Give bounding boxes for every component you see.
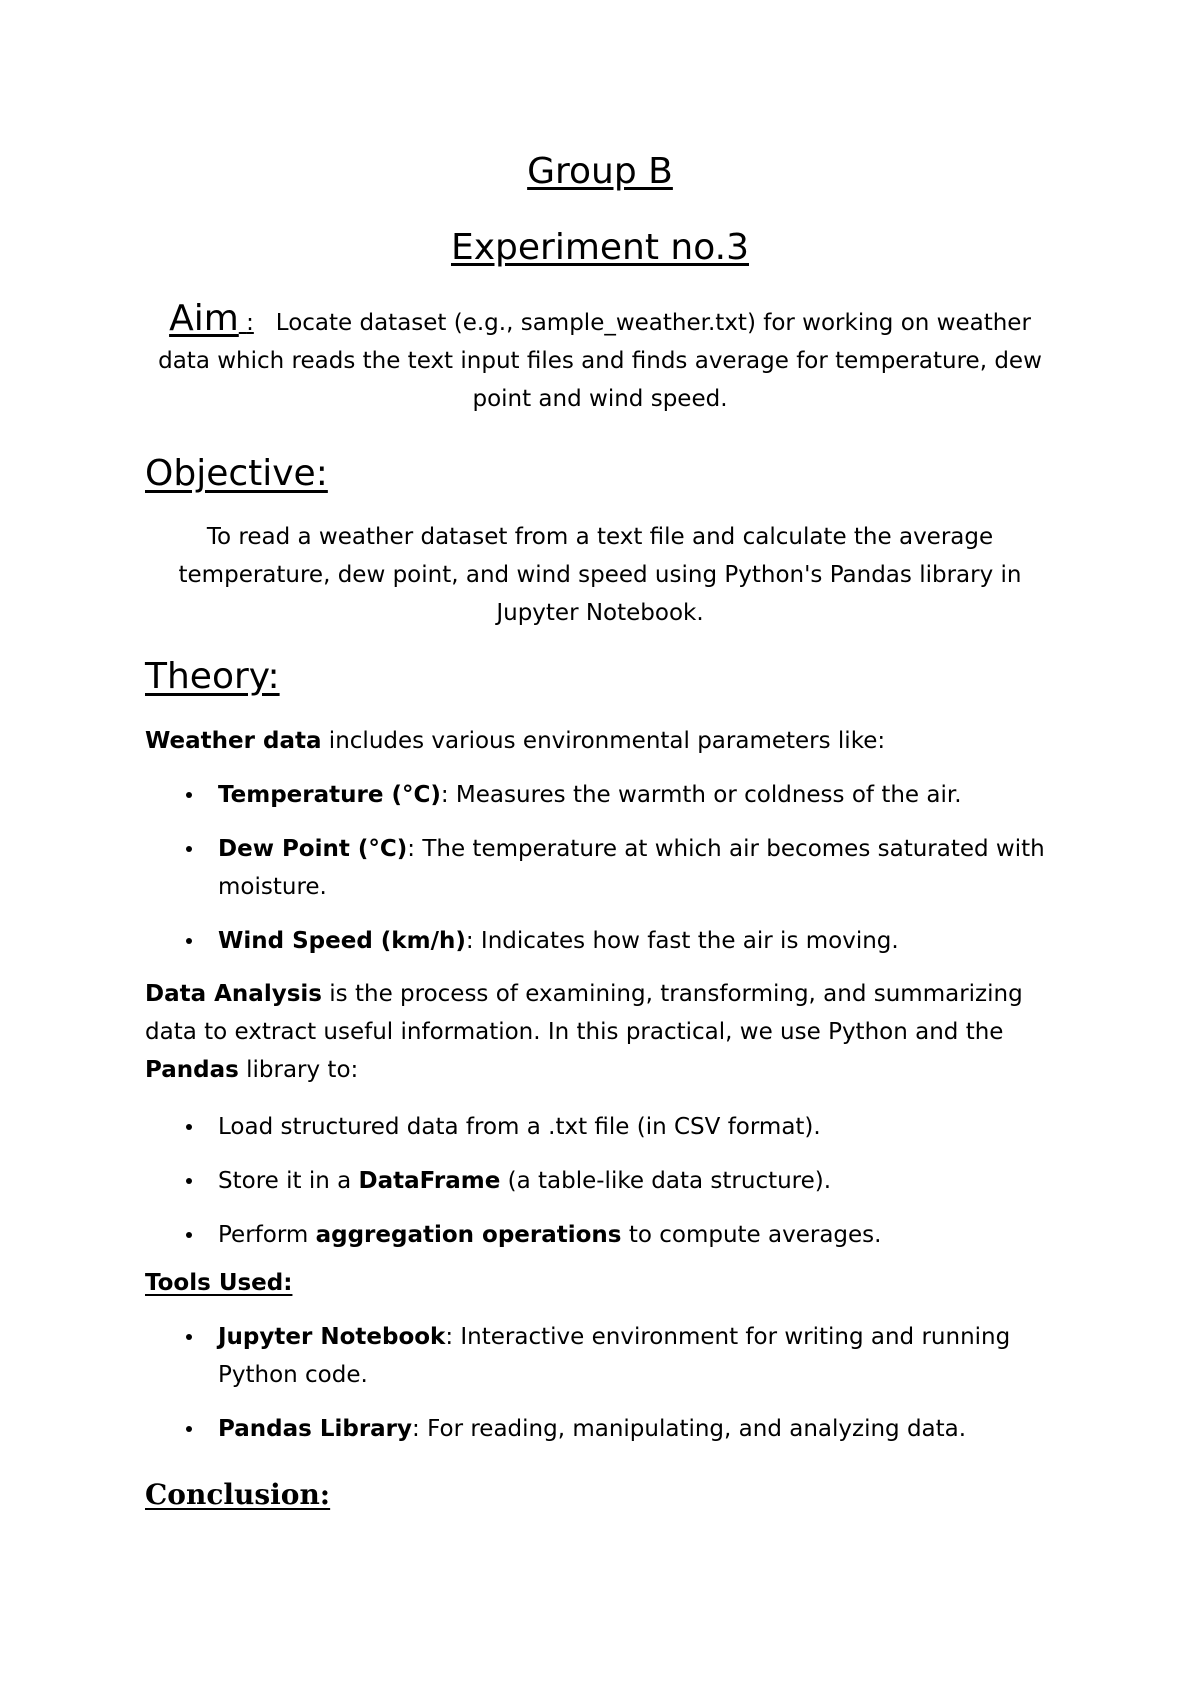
list-item (145, 776, 1065, 814)
step-bold: aggregation operations (315, 1222, 622, 1248)
aim-text: Locate dataset (e.g., sample_weather.txt) for working on weather data which reads the text input files and finds average for temperature, dew point and wind speed. (158, 310, 1042, 412)
weather-data-term: Weather data (145, 728, 322, 754)
step-bold: DataFrame (358, 1168, 501, 1194)
list-item (145, 1410, 1065, 1448)
step-text: Load structured data from a .txt file (in CSV format). (218, 1114, 821, 1140)
data-analysis-text: is the process of examining, transforming, and summarizing data to extract useful information. In this practical, we use Python and the (145, 981, 1023, 1045)
tools-heading (145, 1264, 1065, 1302)
aim-label: Aim (169, 298, 239, 339)
tool-term: Jupyter Notebook (218, 1324, 446, 1350)
step-text: Store it in a (218, 1168, 359, 1194)
list-item (145, 1108, 1065, 1146)
parameter-term: Wind Speed (km/h) (218, 928, 466, 954)
conclusion-heading: Conclusion: (145, 1478, 331, 1511)
experiment-title-text: Experiment no.3 (450, 227, 749, 268)
step-text: Perform (218, 1222, 316, 1248)
tool-desc: : For reading, manipulating, and analyzing data. (412, 1416, 967, 1442)
objective-heading: Objective: (145, 453, 328, 494)
group-title-text: Group B (527, 151, 673, 192)
pandas-term: Pandas (145, 1057, 239, 1083)
data-analysis-term: Data Analysis (145, 981, 322, 1007)
steps-list (145, 1108, 1065, 1270)
parameter-desc: : The temperature at which air becomes saturated with moisture. (218, 836, 1045, 900)
weather-data-intro (145, 722, 1065, 760)
theory-heading: Theory: (145, 656, 280, 697)
list-item (145, 830, 1065, 906)
aim-separator: : (246, 310, 254, 336)
tools-list (145, 1318, 1065, 1464)
list-item (145, 1162, 1065, 1200)
data-analysis-paragraph (145, 975, 1065, 1089)
experiment-title (0, 226, 1200, 270)
step-text-end: (a table-like data structure). (500, 1168, 832, 1194)
list-item (145, 1318, 1065, 1394)
parameter-desc: : Indicates how fast the air is moving. (465, 928, 899, 954)
tool-term: Pandas Library (218, 1416, 413, 1442)
list-item (145, 1216, 1065, 1254)
parameter-desc: : Measures the warmth or coldness of the air. (440, 782, 962, 808)
parameter-term: Dew Point (°C) (218, 836, 408, 862)
weather-data-rest: includes various environmental parameters like: (321, 728, 886, 754)
list-item (145, 922, 1065, 960)
step-text-end: to compute averages. (621, 1222, 882, 1248)
tools-heading-text: Tools Used: (145, 1270, 293, 1296)
group-title (0, 150, 1200, 194)
parameters-list (145, 776, 1065, 976)
parameter-term: Temperature (°C) (218, 782, 441, 808)
tool-desc: : Interactive environment for writing and running Python code. (218, 1324, 1011, 1388)
data-analysis-end: library to: (238, 1057, 359, 1083)
objective-text: To read a weather dataset from a text file and calculate the average temperature, dew point, and wind speed using Python's Pandas library in Jupyter Notebook. (178, 524, 1022, 626)
aim-section (145, 300, 1055, 418)
